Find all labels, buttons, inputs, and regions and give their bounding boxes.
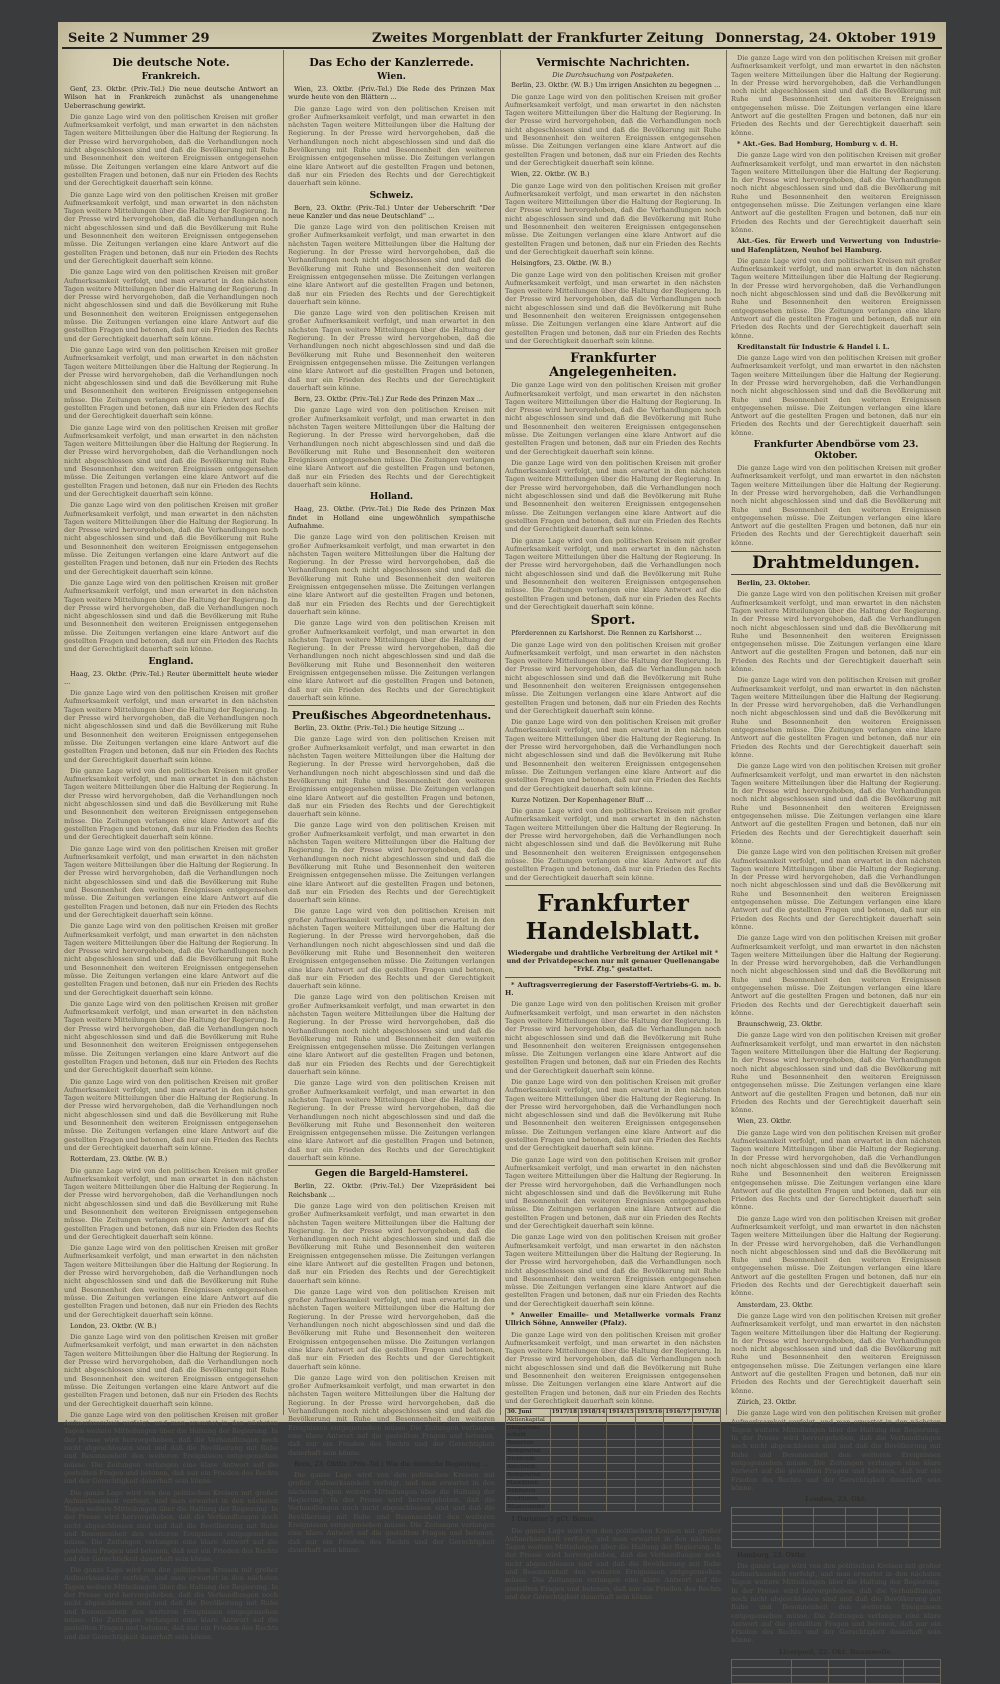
article-body: Die ganze Lage wird von den politischen Kreisen mit großer Aufmerksamkeit verfolgt, und man erwartet in den nächsten Tagen weitere Mitteilungen über die Haltung der Regierung. In der Presse wird hervorgehoben, daß die Verhandlungen noch nicht abgeschlossen sind und daß die Bevölkerung mit Ruhe und Besonnenheit den weiteren Ereignissen entgegensehen müsse. Die Zeitungen verlangen eine klare Antwort auf die gestellten Fragen und betonen, daß nur ein Frieden des Rechts und der Gerechtigkeit dauerhaft sein könne. xyxy=(731,848,941,931)
section-rule xyxy=(288,705,495,706)
article-body: Die ganze Lage wird von den politischen Kreisen mit großer Aufmerksamkeit verfolgt, und man erwartet in den nächsten Tagen weitere Mitteilungen über die Haltung der Regierung. In der Presse wird hervorgehoben, daß die Verhandlungen noch nicht abgeschlossen sind und daß die Bevölkerung mit Ruhe und Besonnenheit den weiteren Ereignissen entgegensehen müsse. Die Zeitungen verlangen eine klare Antwort auf die gestellten Fragen und betonen, daß nur ein Frieden des Rechts und der Gerechtigkeit dauerhaft sein könne. xyxy=(731,151,941,234)
cotton-table xyxy=(731,1659,941,1684)
table-row xyxy=(732,1515,941,1523)
article-subtitle: Die Durchsuchung von Postpaketen. xyxy=(552,71,674,79)
article-body: Die ganze Lage wird von den politischen Kreisen mit großer Aufmerksamkeit verfolgt, und man erwartet in den nächsten Tagen weitere Mitteilungen über die Haltung der Regierung. In der Presse wird hervorgehoben, daß die Verhandlungen noch nicht abgeschlossen sind und daß die Bevölkerung mit Ruhe und Besonnenheit den weiteren Ereignissen entgegensehen müsse. Die Zeitungen verlangen eine klare Antwort auf die gestellten Fragen und betonen, daß nur ein Frieden des Rechts und der Gerechtigkeit dauerhaft sein könne. xyxy=(64,1077,278,1152)
article-body: Die ganze Lage wird von den politischen Kreisen mit großer Aufmerksamkeit verfolgt, und man erwartet in den nächsten Tagen weitere Mitteilungen über die Haltung der Regierung. In der Presse wird hervorgehoben, daß die Verhandlungen noch nicht abgeschlossen sind und daß die Bevölkerung mit Ruhe und Besonnenheit den weiteren Ereignissen entgegensehen müsse. Die Zeitungen verlangen eine klare Antwort auf die gestellten Fragen und betonen, daß nur ein Frieden des Rechts und der Gerechtigkeit dauerhaft sein könne. xyxy=(64,1410,278,1486)
dateline: Amsterdam, 23. Oktbr. xyxy=(737,1300,814,1309)
article-body: Die ganze Lage wird von den politischen Kreisen mit großer Aufmerksamkeit verfolgt, und man erwartet in den nächsten Tagen weitere Mitteilungen über die Haltung der Regierung. In der Presse wird hervorgehoben, daß die Verhandlungen noch nicht abgeschlossen sind und daß die Bevölkerung mit Ruhe und Besonnenheit den weiteren Ereignissen entgegensehen müsse. Die Zeitungen verlangen eine klare Antwort auf die gestellten Fragen und betonen, daß nur ein Frieden des Rechts und der Gerechtigkeit dauerhaft sein könne. xyxy=(64,501,278,576)
article-body: Die ganze Lage wird von den politischen Kreisen mit großer Aufmerksamkeit verfolgt, und man erwartet in den nächsten Tagen weitere Mitteilungen über die Haltung der Regierung. In der Presse wird hervorgehoben, daß die Verhandlungen noch nicht abgeschlossen sind und daß die Bevölkerung mit Ruhe und Besonnenheit den weiteren Ereignissen entgegensehen müsse. Die Zeitungen verlangen eine klare Antwort auf die gestellten Fragen und betonen, daß nur ein Frieden des Rechts und der Gerechtigkeit dauerhaft sein könne. xyxy=(288,735,495,819)
article-body: Die ganze Lage wird von den politischen Kreisen mit großer Aufmerksamkeit verfolgt, und man erwartet in den nächsten Tagen weitere Mitteilungen über die Haltung der Regierung. In der Presse wird hervorgehoben, daß die Verhandlungen noch nicht abgeschlossen sind und daß die Bevölkerung mit Ruhe und Besonnenheit den weiteren Ereignissen entgegensehen müsse. Die Zeitungen verlangen eine klare Antwort auf die gestellten Fragen und betonen, daß nur ein Frieden des Rechts und der Gerechtigkeit dauerhaft sein könne. xyxy=(505,92,721,167)
article-body: Die ganze Lage wird von den politischen Kreisen mit großer Aufmerksamkeit verfolgt, und man erwartet in den nächsten Tagen weitere Mitteilungen über die Haltung der Regierung. In der Presse wird hervorgehoben, daß die Verhandlungen noch nicht abgeschlossen sind und daß die Bevölkerung mit Ruhe und Besonnenheit den weiteren Ereignissen entgegensehen müsse. Die Zeitungen verlangen eine klare Antwort auf die gestellten Fragen und betonen, daß nur ein Frieden des Rechts und der Gerechtigkeit dauerhaft sein könne. xyxy=(505,536,721,611)
article-body: Die ganze Lage wird von den politischen Kreisen mit großer Aufmerksamkeit verfolgt, und man erwartet in den nächsten Tagen weitere Mitteilungen über die Haltung der Regierung. In der Presse wird hervorgehoben, daß die Verhandlungen noch nicht abgeschlossen sind und daß die Bevölkerung mit Ruhe und Besonnenheit den weiteren Ereignissen entgegensehen müsse. Die Zeitungen verlangen eine klare Antwort auf die gestellten Fragen und betonen, daß nur ein Frieden des Rechts und der Gerechtigkeit dauerhaft sein könne. xyxy=(731,354,941,437)
dateline: Helsingfors, 23. Oktbr. (W. B.) xyxy=(511,259,612,268)
article-subtitle: Wien. xyxy=(377,72,406,82)
article-body: Die ganze Lage wird von den politischen Kreisen mit großer Aufmerksamkeit verfolgt, und man erwartet in den nächsten Tagen weitere Mitteilungen über die Haltung der Regierung. In der Presse wird hervorgehoben, daß die Verhandlungen noch nicht abgeschlossen sind und daß die Bevölkerung mit Ruhe und Besonnenheit den weiteren Ereignissen entgegensehen müsse. Die Zeitungen verlangen eine klare Antwort auf die gestellten Fragen und betonen, daß nur ein Frieden des Rechts und der Gerechtigkeit dauerhaft sein könne. xyxy=(731,1561,941,1645)
article-body: Die ganze Lage wird von den politischen Kreisen mit großer Aufmerksamkeit verfolgt, und man erwartet in den nächsten Tagen weitere Mitteilungen über die Haltung der Regierung. In der Presse wird hervorgehoben, daß die Verhandlungen noch nicht abgeschlossen sind und daß die Bevölkerung mit Ruhe und Besonnenheit den weiteren Ereignissen entgegensehen müsse. Die Zeitungen verlangen eine klare Antwort auf die gestellten Fragen und betonen, daß nur ein Frieden des Rechts und der Gerechtigkeit dauerhaft sein könne. xyxy=(288,1079,495,1163)
section-rule xyxy=(505,348,721,349)
article-body: Die ganze Lage wird von den politischen Kreisen mit großer Aufmerksamkeit verfolgt, und man erwartet in den nächsten Tagen weitere Mitteilungen über die Haltung der Regierung. In der Presse wird hervorgehoben, daß die Verhandlungen noch nicht abgeschlossen sind und daß die Bevölkerung mit Ruhe und Besonnenheit den weiteren Ereignissen entgegensehen müsse. Die Zeitungen verlangen eine klare Antwort auf die gestellten Fragen und betonen, daß nur ein Frieden des Rechts und der Gerechtigkeit dauerhaft sein könne. xyxy=(64,112,278,188)
article-body: Die ganze Lage wird von den politischen Kreisen mit großer Aufmerksamkeit verfolgt, und man erwartet in den nächsten Tagen weitere Mitteilungen über die Haltung der Regierung. In der Presse wird hervorgehoben, daß die Verhandlungen noch nicht abgeschlossen sind und daß die Bevölkerung mit Ruhe und Besonnenheit den weiteren Ereignissen entgegensehen müsse. Die Zeitungen verlangen eine klare Antwort auf die gestellten Fragen und betonen, daß nur ein Frieden des Rechts und der Gerechtigkeit dauerhaft sein könne. xyxy=(64,423,278,498)
table-header-cell: 1915/16 xyxy=(636,1409,663,1416)
row-label: Kreditoren xyxy=(506,1496,551,1504)
row-label: Maschinen xyxy=(506,1480,551,1488)
article-lead: Bern, 23. Oktbr. (Priv.-Tel.) Zur Rede des Prinzen Max ... xyxy=(294,395,483,404)
article-body: Die ganze Lage wird von den politischen Kreisen mit großer Aufmerksamkeit verfolgt, und man erwartet in den nächsten Tagen weitere Mitteilungen über die Haltung der Regierung. In der Presse wird hervorgehoben, daß die Verhandlungen noch nicht abgeschlossen sind und daß die Bevölkerung mit Ruhe und Besonnenheit den weiteren Ereignissen entgegensehen müsse. Die Zeitungen verlangen eine klare Antwort auf die gestellten Fragen und betonen, daß nur ein Frieden des Rechts und der Gerechtigkeit dauerhaft sein könne. xyxy=(731,1031,941,1115)
article-body: Die ganze Lage wird von den politischen Kreisen mit großer Aufmerksamkeit verfolgt, und man erwartet in den nächsten Tagen weitere Mitteilungen über die Haltung der Regierung. In der Presse wird hervorgehoben, daß die Verhandlungen noch nicht abgeschlossen sind und daß die Bevölkerung mit Ruhe und Besonnenheit den weiteren Ereignissen entgegensehen müsse. Die Zeitungen verlangen eine klare Antwort auf die gestellten Fragen und betonen, daß nur ein Frieden des Rechts und der Gerechtigkeit dauerhaft sein könne. xyxy=(64,268,278,343)
row-label: Reserven xyxy=(506,1440,551,1448)
article-lead: Akt.-Ges. für Erwerb und Verwertung von Industrie- und Hafenplätzen, Neuhof bei Hamburg. xyxy=(731,237,941,254)
row-label: Bilanzsumme xyxy=(506,1504,551,1512)
column-3 xyxy=(505,54,721,1601)
article-body: Die ganze Lage wird von den politischen Kreisen mit großer Aufmerksamkeit verfolgt, und man erwartet in den nächsten Tagen weitere Mitteilungen über die Haltung der Regierung. In der Presse wird hervorgehoben, daß die Verhandlungen noch nicht abgeschlossen sind und daß die Bevölkerung mit Ruhe und Besonnenheit den weiteren Ereignissen entgegensehen müsse. Die Zeitungen verlangen eine klare Antwort auf die gestellten Fragen und betonen, daß nur ein Frieden des Rechts und der Gerechtigkeit dauerhaft sein könne. xyxy=(288,104,495,188)
section-heading: Sport. xyxy=(590,613,636,629)
dateline: Wien, 23. Oktbr. xyxy=(737,1117,792,1126)
article-body: Die ganze Lage wird von den politischen Kreisen mit großer Aufmerksamkeit verfolgt, und man erwartet in den nächsten Tagen weitere Mitteilungen über die Haltung der Regierung. In der Presse wird hervorgehoben, daß die Verhandlungen noch nicht abgeschlossen sind und daß die Bevölkerung mit Ruhe und Besonnenheit den weiteren Ereignissen entgegensehen müsse. Die Zeitungen verlangen eine klare Antwort auf die gestellten Fragen und betonen, daß nur ein Frieden des Rechts und der Gerechtigkeit dauerhaft sein könne. xyxy=(731,256,941,340)
row-label: Aktienkapital xyxy=(506,1417,551,1425)
table-row xyxy=(506,1417,721,1425)
article-lead: Pferderennen zu Karlshorst. Die Rennen zu Karlshorst ... xyxy=(511,629,702,638)
article-body: Die ganze Lage wird von den politischen Kreisen mit großer Aufmerksamkeit verfolgt, und man erwartet in den nächsten Tagen weitere Mitteilungen über die Haltung der Regierung. In der Presse wird hervorgehoben, daß die Verhandlungen noch nicht abgeschlossen sind und daß die Bevölkerung mit Ruhe und Besonnenheit den weiteren Ereignissen entgegensehen müsse. Die Zeitungen verlangen eine klare Antwort auf die gestellten Fragen und betonen, daß nur ein Frieden des Rechts und der Gerechtigkeit dauerhaft sein könne. xyxy=(731,1311,941,1395)
article-body: Die ganze Lage wird von den politischen Kreisen mit großer Aufmerksamkeit verfolgt, und man erwartet in den nächsten Tagen weitere Mitteilungen über die Haltung der Regierung. In der Presse wird hervorgehoben, daß die Verhandlungen noch nicht abgeschlossen sind und daß die Bevölkerung mit Ruhe und Besonnenheit den weiteren Ereignissen entgegensehen müsse. Die Zeitungen verlangen eine klare Antwort auf die gestellten Fragen und betonen, daß nur ein Frieden des Rechts und der Gerechtigkeit dauerhaft sein könne. xyxy=(64,1488,278,1563)
article-body: Die ganze Lage wird von den politischen Kreisen mit großer Aufmerksamkeit verfolgt, und man erwartet in den nächsten Tagen weitere Mitteilungen über die Haltung der Regierung. In der Presse wird hervorgehoben, daß die Verhandlungen noch nicht abgeschlossen sind und daß die Bevölkerung mit Ruhe und Besonnenheit den weiteren Ereignissen entgegensehen müsse. Die Zeitungen verlangen eine klare Antwort auf die gestellten Fragen und betonen, daß nur ein Frieden des Rechts und der Gerechtigkeit dauerhaft sein könne. xyxy=(288,533,495,616)
article-body: Die ganze Lage wird von den politischen Kreisen mit großer Aufmerksamkeit verfolgt, und man erwartet in den nächsten Tagen weitere Mitteilungen über die Haltung der Regierung. In der Presse wird hervorgehoben, daß die Verhandlungen noch nicht abgeschlossen sind und daß die Bevölkerung mit Ruhe und Besonnenheit den weiteren Ereignissen entgegensehen müsse. Die Zeitungen verlangen eine klare Antwort auf die gestellten Fragen und betonen, daß nur ein Frieden des Rechts und der Gerechtigkeit dauerhaft sein könne. xyxy=(505,718,721,793)
article-title: Das Echo der Kanzlerrede. xyxy=(309,56,474,69)
column-divider xyxy=(726,50,727,1415)
article-lead: Berlin, 22. Oktbr. (Priv.-Tel.) Der Vizepräsident bei Reichsbank ... xyxy=(288,1182,495,1199)
article-body: Die ganze Lage wird von den politischen Kreisen mit großer Aufmerksamkeit verfolgt, und man erwartet in den nächsten Tagen weitere Mitteilungen über die Haltung der Regierung. In der Presse wird hervorgehoben, daß die Verhandlungen noch nicht abgeschlossen sind und daß die Bevölkerung mit Ruhe und Besonnenheit den weiteren Ereignissen entgegensehen müsse. Die Zeitungen verlangen eine klare Antwort auf die gestellten Fragen und betonen, daß nur ein Frieden des Rechts und der Gerechtigkeit dauerhaft sein könne. xyxy=(505,381,721,456)
table-header-cell: 1916/17 xyxy=(665,1409,691,1416)
section-heading: Frankfurter Angelegenheiten. xyxy=(549,351,677,381)
article-body: Die ganze Lage wird von den politischen Kreisen mit großer Aufmerksamkeit verfolgt, und man erwartet in den nächsten Tagen weitere Mitteilungen über die Haltung der Regierung. In der Presse wird hervorgehoben, daß die Verhandlungen noch nicht abgeschlossen sind und daß die Bevölkerung mit Ruhe und Besonnenheit den weiteren Ereignissen entgegensehen müsse. Die Zeitungen verlangen eine klare Antwort auf die gestellten Fragen und betonen, daß nur ein Frieden des Rechts und der Gerechtigkeit dauerhaft sein könne. xyxy=(288,406,495,490)
article-body: Die ganze Lage wird von den politischen Kreisen mit großer Aufmerksamkeit verfolgt, und man erwartet in den nächsten Tagen weitere Mitteilungen über die Haltung der Regierung. In der Presse wird hervorgehoben, daß die Verhandlungen noch nicht abgeschlossen sind und daß die Bevölkerung mit Ruhe und Besonnenheit den weiteren Ereignissen entgegensehen müsse. Die Zeitungen verlangen eine klare Antwort auf die gestellten Fragen und betonen, daß nur ein Frieden des Rechts und der Gerechtigkeit dauerhaft sein könne. xyxy=(731,762,941,845)
article-body: Die ganze Lage wird von den politischen Kreisen mit großer Aufmerksamkeit verfolgt, und man erwartet in den nächsten Tagen weitere Mitteilungen über die Haltung der Regierung. In der Presse wird hervorgehoben, daß die Verhandlungen noch nicht abgeschlossen sind und daß die Bevölkerung mit Ruhe und Besonnenheit den weiteren Ereignissen entgegensehen müsse. Die Zeitungen verlangen eine klare Antwort auf die gestellten Fragen und betonen, daß nur ein Frieden des Rechts und der Gerechtigkeit dauerhaft sein könne. xyxy=(64,766,278,842)
article-subtitle: Frankreich. xyxy=(141,72,201,82)
article-body: Die ganze Lage wird von den politischen Kreisen mit großer Aufmerksamkeit verfolgt, und man erwartet in den nächsten Tagen weitere Mitteilungen über die Haltung der Regierung. In der Presse wird hervorgehoben, daß die Verhandlungen noch nicht abgeschlossen sind und daß die Bevölkerung mit Ruhe und Besonnenheit den weiteren Ereignissen entgegensehen müsse. Die Zeitungen verlangen eine klare Antwort auf die gestellten Fragen und betonen, daß nur ein Frieden des Rechts und der Gerechtigkeit dauerhaft sein könne. xyxy=(731,934,941,1017)
article-lead: Berlin, 23. Oktbr. (Priv.-Tel.) Die heutige Sitzung ... xyxy=(294,724,465,733)
table-row xyxy=(732,1660,941,1668)
table-row xyxy=(506,1472,721,1480)
section-masthead: Frankfurter Handelsblatt. xyxy=(525,889,701,945)
table-header-cell: 30. Juni xyxy=(506,1409,551,1417)
page-number: Seite 2 Nummer 29 xyxy=(68,31,210,46)
article-body: Die ganze Lage wird von den politischen Kreisen mit großer Aufmerksamkeit verfolgt, und man erwartet in den nächsten Tagen weitere Mitteilungen über die Haltung der Regierung. In der Presse wird hervorgehoben, daß die Verhandlungen noch nicht abgeschlossen sind und daß die Bevölkerung mit Ruhe und Besonnenheit den weiteren Ereignissen entgegensehen müsse. Die Zeitungen verlangen eine klare Antwort auf die gestellten Fragen und betonen, daß nur ein Frieden des Rechts und der Gerechtigkeit dauerhaft sein könne. xyxy=(731,590,941,673)
article-body: Die ganze Lage wird von den politischen Kreisen mit großer Aufmerksamkeit verfolgt, und man erwartet in den nächsten Tagen weitere Mitteilungen über die Haltung der Regierung. In der Presse wird hervorgehoben, daß die Verhandlungen noch nicht abgeschlossen sind und daß die Bevölkerung mit Ruhe und Besonnenheit den weiteren Ereignissen entgegensehen müsse. Die Zeitungen verlangen eine klare Antwort auf die gestellten Fragen und betonen, daß nur ein Frieden des Rechts und der Gerechtigkeit dauerhaft sein könne. xyxy=(64,922,278,997)
row-label: Reingewinn xyxy=(506,1448,551,1456)
article-body: Die ganze Lage wird von den politischen Kreisen mit großer Aufmerksamkeit verfolgt, und man erwartet in den nächsten Tagen weitere Mitteilungen über die Haltung der Regierung. In der Presse wird hervorgehoben, daß die Verhandlungen noch nicht abgeschlossen sind und daß die Bevölkerung mit Ruhe und Besonnenheit den weiteren Ereignissen entgegensehen müsse. Die Zeitungen verlangen eine klare Antwort auf die gestellten Fragen und betonen, daß nur ein Frieden des Rechts und der Gerechtigkeit dauerhaft sein könne. xyxy=(64,345,278,421)
article-subtitle: Holland. xyxy=(369,492,414,503)
column-1 xyxy=(64,54,278,1641)
column-2 xyxy=(288,54,495,1554)
article-lead: Genf, 23. Oktbr. (Priv.-Tel.) Die neue deutsche Antwort an Wilson hat in Frankreich zunächst als unangenehme Ueberraschung gewirkt. xyxy=(64,85,278,110)
table-title: Liverpool, 22. Okt. Baumwolle. xyxy=(778,1647,894,1656)
article-body: Die ganze Lage wird von den politischen Kreisen mit großer Aufmerksamkeit verfolgt, und man erwartet in den nächsten Tagen weitere Mitteilungen über die Haltung der Regierung. In der Presse wird hervorgehoben, daß die Verhandlungen noch nicht abgeschlossen sind und daß die Bevölkerung mit Ruhe und Besonnenheit den weiteren Ereignissen entgegensehen müsse. Die Zeitungen verlangen eine klare Antwort auf die gestellten Fragen und betonen, daß nur ein Frieden des Rechts und der Gerechtigkeit dauerhaft sein könne. xyxy=(505,1330,721,1405)
article-body: Die ganze Lage wird von den politischen Kreisen mit großer Aufmerksamkeit verfolgt, und man erwartet in den nächsten Tagen weitere Mitteilungen über die Haltung der Regierung. In der Presse wird hervorgehoben, daß die Verhandlungen noch nicht abgeschlossen sind und daß die Bevölkerung mit Ruhe und Besonnenheit den weiteren Ereignissen entgegensehen müsse. Die Zeitungen verlangen eine klare Antwort auf die gestellten Fragen und betonen, daß nur ein Frieden des Rechts und der Gerechtigkeit dauerhaft sein könne. xyxy=(288,907,495,991)
issue-date: Donnerstag, 24. Oktober 1919 xyxy=(715,31,936,46)
article-body: Die ganze Lage wird von den politischen Kreisen mit großer Aufmerksamkeit verfolgt, und man erwartet in den nächsten Tagen weitere Mitteilungen über die Haltung der Regierung. In der Presse wird hervorgehoben, daß die Verhandlungen noch nicht abgeschlossen sind und daß die Bevölkerung mit Ruhe und Besonnenheit den weiteren Ereignissen entgegensehen müsse. Die Zeitungen verlangen eine klare Antwort auf die gestellten Fragen und betonen, daß nur ein Frieden des Rechts und der Gerechtigkeit dauerhaft sein könne. xyxy=(505,1000,721,1075)
dateline: Rotterdam, 23. Oktbr. (W. B.) xyxy=(70,1155,168,1164)
row-label: Reingewinn xyxy=(506,1472,551,1480)
article-lead: Bern, 23. Oktbr. (Priv.-Tel.) Unter der Ueberschrift "Der neue Kanzler und das neue Deutschland" ... xyxy=(288,203,495,220)
section-heading: Preußisches Abgeordnetenhaus. xyxy=(291,709,492,723)
article-body: Die ganze Lage wird von den politischen Kreisen mit großer Aufmerksamkeit verfolgt, und man erwartet in den nächsten Tagen weitere Mitteilungen über die Haltung der Regierung. In der Presse wird hervorgehoben, daß die Verhandlungen noch nicht abgeschlossen sind und daß die Bevölkerung mit Ruhe und Besonnenheit den weiteren Ereignissen entgegensehen müsse. Die Zeitungen verlangen eine klare Antwort auf die gestellten Fragen und betonen, daß nur ein Frieden des Rechts und der Gerechtigkeit dauerhaft sein könne. xyxy=(288,1287,495,1371)
article-body: Die ganze Lage wird von den politischen Kreisen mit großer Aufmerksamkeit verfolgt, und man erwartet in den nächsten Tagen weitere Mitteilungen über die Haltung der Regierung. In der Presse wird hervorgehoben, daß die Verhandlungen noch nicht abgeschlossen sind und daß die Bevölkerung mit Ruhe und Besonnenheit den weiteren Ereignissen entgegensehen müsse. Die Zeitungen verlangen eine klare Antwort auf die gestellten Fragen und betonen, daß nur ein Frieden des Rechts und der Gerechtigkeit dauerhaft sein könne. xyxy=(64,689,278,764)
exchange-table xyxy=(731,1507,941,1548)
table-row xyxy=(732,1523,941,1531)
masthead: Zweites Morgenblatt der Frankfurter Zeitung xyxy=(372,31,704,46)
table-row xyxy=(732,1531,941,1539)
article-body: Die ganze Lage wird von den politischen Kreisen mit großer Aufmerksamkeit verfolgt, und man erwartet in den nächsten Tagen weitere Mitteilungen über die Haltung der Regierung. In der Presse wird hervorgehoben, daß die Verhandlungen noch nicht abgeschlossen sind und daß die Bevölkerung mit Ruhe und Besonnenheit den weiteren Ereignissen entgegensehen müsse. Die Zeitungen verlangen eine klare Antwort auf die gestellten Fragen und betonen, daß nur ein Frieden des Rechts und der Gerechtigkeit dauerhaft sein könne. xyxy=(731,1128,941,1212)
article-body: Die ganze Lage wird von den politischen Kreisen mit großer Aufmerksamkeit verfolgt, und man erwartet in den nächsten Tagen weitere Mitteilungen über die Haltung der Regierung. In der Presse wird hervorgehoben, daß die Verhandlungen noch nicht abgeschlossen sind und daß die Bevölkerung mit Ruhe und Besonnenheit den weiteren Ereignissen entgegensehen müsse. Die Zeitungen verlangen eine klare Antwort auf die gestellten Fragen und betonen, daß nur ein Frieden des Rechts und der Gerechtigkeit dauerhaft sein könne. xyxy=(731,1214,941,1298)
row-label: Dividende xyxy=(506,1456,551,1464)
article-body: Die ganze Lage wird von den politischen Kreisen mit großer Aufmerksamkeit verfolgt, und man erwartet in den nächsten Tagen weitere Mitteilungen über die Haltung der Regierung. In der Presse wird hervorgehoben, daß die Verhandlungen noch nicht abgeschlossen sind und daß die Bevölkerung mit Ruhe und Besonnenheit den weiteren Ereignissen entgegensehen müsse. Die Zeitungen verlangen eine klare Antwort auf die gestellten Fragen und betonen, daß nur ein Frieden des Rechts und der Gerechtigkeit dauerhaft sein könne. xyxy=(731,54,941,137)
article-body: Die ganze Lage wird von den politischen Kreisen mit großer Aufmerksamkeit verfolgt, und man erwartet in den nächsten Tagen weitere Mitteilungen über die Haltung der Regierung. In der Presse wird hervorgehoben, daß die Verhandlungen noch nicht abgeschlossen sind und daß die Bevölkerung mit Ruhe und Besonnenheit den weiteren Ereignissen entgegensehen müsse. Die Zeitungen verlangen eine klare Antwort auf die gestellten Fragen und betonen, daß nur ein Frieden des Rechts und der Gerechtigkeit dauerhaft sein könne. xyxy=(64,1566,278,1641)
section-heading: Gegen die Bargeld-Hamsterei. xyxy=(314,1169,469,1180)
table-row xyxy=(506,1456,721,1464)
table-row xyxy=(732,1507,941,1515)
table-row xyxy=(506,1480,721,1488)
article-lead: * Auftragsverregierung der Faserstoff-Vertriebs-G. m. b. H. xyxy=(505,980,721,998)
dateline: London, 23. Oktbr. (W. B.) xyxy=(70,1321,157,1330)
article-body: Die ganze Lage wird von den politischen Kreisen mit großer Aufmerksamkeit verfolgt, und man erwartet in den nächsten Tagen weitere Mitteilungen über die Haltung der Regierung. In der Presse wird hervorgehoben, daß die Verhandlungen noch nicht abgeschlossen sind und daß die Bevölkerung mit Ruhe und Besonnenheit den weiteren Ereignissen entgegensehen müsse. Die Zeitungen verlangen eine klare Antwort auf die gestellten Fragen und betonen, daß nur ein Frieden des Rechts und der Gerechtigkeit dauerhaft sein könne. xyxy=(288,1471,495,1554)
table-row xyxy=(732,1668,941,1676)
section-heading: Frankfurter Abendbörse vom 23. Oktober. xyxy=(753,440,919,462)
table-header-cell: 1917/18 xyxy=(693,1409,719,1416)
article-body: Die ganze Lage wird von den politischen Kreisen mit großer Aufmerksamkeit verfolgt, und man erwartet in den nächsten Tagen weitere Mitteilungen über die Haltung der Regierung. In der Presse wird hervorgehoben, daß die Verhandlungen noch nicht abgeschlossen sind und daß die Bevölkerung mit Ruhe und Besonnenheit den weiteren Ereignissen entgegensehen müsse. Die Zeitungen verlangen eine klare Antwort auf die gestellten Fragen und betonen, daß nur ein Frieden des Rechts und der Gerechtigkeit dauerhaft sein könne. xyxy=(64,578,278,654)
section-rule xyxy=(505,977,721,978)
article-body: Die ganze Lage wird von den politischen Kreisen mit großer Aufmerksamkeit verfolgt, und man erwartet in den nächsten Tagen weitere Mitteilungen über die Haltung der Regierung. In der Presse wird hervorgehoben, daß die Verhandlungen noch nicht abgeschlossen sind und daß die Bevölkerung mit Ruhe und Besonnenheit den weiteren Ereignissen entgegensehen müsse. Die Zeitungen verlangen eine klare Antwort auf die gestellten Fragen und betonen, daß nur ein Frieden des Rechts und der Gerechtigkeit dauerhaft sein könne. xyxy=(505,1077,721,1153)
article-body: Die ganze Lage wird von den politischen Kreisen mit großer Aufmerksamkeit verfolgt, und man erwartet in den nächsten Tagen weitere Mitteilungen über die Haltung der Regierung. In der Presse wird hervorgehoben, daß die Verhandlungen noch nicht abgeschlossen sind und daß die Bevölkerung mit Ruhe und Besonnenheit den weiteren Ereignissen entgegensehen müsse. Die Zeitungen verlangen eine klare Antwort auf die gestellten Fragen und betonen, daß nur ein Frieden des Rechts und der Gerechtigkeit dauerhaft sein könne. xyxy=(505,1233,721,1308)
article-lead: Berlin, 23. Oktbr. (W. B.) Um irrigen Ansichten zu begegnen ... xyxy=(511,81,721,90)
article-body: Die ganze Lage wird von den politischen Kreisen mit großer Aufmerksamkeit verfolgt, und man erwartet in den nächsten Tagen weitere Mitteilungen über die Haltung der Regierung. In der Presse wird hervorgehoben, daß die Verhandlungen noch nicht abgeschlossen sind und daß die Bevölkerung mit Ruhe und Besonnenheit den weiteren Ereignissen entgegensehen müsse. Die Zeitungen verlangen eine klare Antwort auf die gestellten Fragen und betonen, daß nur ein Frieden des Rechts und der Gerechtigkeit dauerhaft sein könne. xyxy=(64,1333,278,1408)
dateline: Braunschweig, 23. Oktbr. xyxy=(737,1020,823,1029)
table-row xyxy=(506,1488,721,1496)
article-body: Die ganze Lage wird von den politischen Kreisen mit großer Aufmerksamkeit verfolgt, und man erwartet in den nächsten Tagen weitere Mitteilungen über die Haltung der Regierung. In der Presse wird hervorgehoben, daß die Verhandlungen noch nicht abgeschlossen sind und daß die Bevölkerung mit Ruhe und Besonnenheit den weiteren Ereignissen entgegensehen müsse. Die Zeitungen verlangen eine klare Antwort auf die gestellten Fragen und betonen, daß nur ein Frieden des Rechts und der Gerechtigkeit dauerhaft sein könne. xyxy=(64,190,278,265)
article-body: Die ganze Lage wird von den politischen Kreisen mit großer Aufmerksamkeit verfolgt, und man erwartet in den nächsten Tagen weitere Mitteilungen über die Haltung der Regierung. In der Presse wird hervorgehoben, daß die Verhandlungen noch nicht abgeschlossen sind und daß die Bevölkerung mit Ruhe und Besonnenheit den weiteren Ereignissen entgegensehen müsse. Die Zeitungen verlangen eine klare Antwort auf die gestellten Fragen und betonen, daß nur ein Frieden des Rechts und der Gerechtigkeit dauerhaft sein könne. xyxy=(288,223,495,306)
table-footnote: 1 Darunter 5 pCt. Bonus. xyxy=(511,1515,596,1524)
section-rule xyxy=(288,1165,495,1166)
article-lead: Bern, 23. Oktbr. (Priv.-Tel.) Wie die deutsche Regierung ... xyxy=(294,1459,489,1468)
table-header-cell: 1914/15 xyxy=(608,1409,634,1416)
table-row xyxy=(732,1676,941,1684)
article-lead: Kurze Notizen. Der Kopenhagener Bluff ... xyxy=(511,795,653,804)
article-body: Die ganze Lage wird von den politischen Kreisen mit großer Aufmerksamkeit verfolgt, und man erwartet in den nächsten Tagen weitere Mitteilungen über die Haltung der Regierung. In der Presse wird hervorgehoben, daß die Verhandlungen noch nicht abgeschlossen sind und daß die Bevölkerung mit Ruhe und Besonnenheit den weiteren Ereignissen entgegensehen müsse. Die Zeitungen verlangen eine klare Antwort auf die gestellten Fragen und betonen, daß nur ein Frieden des Rechts und der Gerechtigkeit dauerhaft sein könne. xyxy=(731,464,941,547)
dateline: Zürich, 23. Oktbr. xyxy=(737,1397,797,1406)
article-lead: Wien, 23. Oktbr. (Priv.-Tel.) Die Rede des Prinzen Max wurde heute von den Blättern ... xyxy=(288,85,495,102)
article-lead: Haag, 23. Oktbr. (Priv.-Tel.) Die Rede des Prinzen Max findet in Holland eine ungewöhnlich sympathische Aufnahme. xyxy=(288,505,495,530)
article-body: Die ganze Lage wird von den politischen Kreisen mit großer Aufmerksamkeit verfolgt, und man erwartet in den nächsten Tagen weitere Mitteilungen über die Haltung der Regierung. In der Presse wird hervorgehoben, daß die Verhandlungen noch nicht abgeschlossen sind und daß die Bevölkerung mit Ruhe und Besonnenheit den weiteren Ereignissen entgegensehen müsse. Die Zeitungen verlangen eine klare Antwort auf die gestellten Fragen und betonen, daß nur ein Frieden des Rechts und der Gerechtigkeit dauerhaft sein könne. xyxy=(731,676,941,759)
article-lead: Kreditanstalt für Industrie & Handel i. L. xyxy=(737,342,890,351)
section-rule xyxy=(505,885,721,886)
row-label: Abschreib. xyxy=(506,1464,551,1472)
article-body: Die ganze Lage wird von den politischen Kreisen mit großer Aufmerksamkeit verfolgt, und man erwartet in den nächsten Tagen weitere Mitteilungen über die Haltung der Regierung. In der Presse wird hervorgehoben, daß die Verhandlungen noch nicht abgeschlossen sind und daß die Bevölkerung mit Ruhe und Besonnenheit den weiteren Ereignissen entgegensehen müsse. Die Zeitungen verlangen eine klare Antwort auf die gestellten Fragen und betonen, daß nur ein Frieden des Rechts und der Gerechtigkeit dauerhaft sein könne. xyxy=(731,1409,941,1492)
table-row xyxy=(506,1425,721,1440)
article-body: Die ganze Lage wird von den politischen Kreisen mit großer Aufmerksamkeit verfolgt, und man erwartet in den nächsten Tagen weitere Mitteilungen über die Haltung der Regierung. In der Presse wird hervorgehoben, daß die Verhandlungen noch nicht abgeschlossen sind und daß die Bevölkerung mit Ruhe und Besonnenheit den weiteren Ereignissen entgegensehen müsse. Die Zeitungen verlangen eine klare Antwort auf die gestellten Fragen und betonen, daß nur ein Frieden des Rechts und der Gerechtigkeit dauerhaft sein könne. xyxy=(505,270,721,345)
column-4 xyxy=(731,54,941,1656)
article-body: Die ganze Lage wird von den politischen Kreisen mit großer Aufmerksamkeit verfolgt, und man erwartet in den nächsten Tagen weitere Mitteilungen über die Haltung der Regierung. In der Presse wird hervorgehoben, daß die Verhandlungen noch nicht abgeschlossen sind und daß die Bevölkerung mit Ruhe und Besonnenheit den weiteren Ereignissen entgegensehen müsse. Die Zeitungen verlangen eine klare Antwort auf die gestellten Fragen und betonen, daß nur ein Frieden des Rechts und der Gerechtigkeit dauerhaft sein könne. xyxy=(288,821,495,905)
section-masthead: Drahtmeldungen. xyxy=(731,551,941,575)
article-body: Die ganze Lage wird von den politischen Kreisen mit großer Aufmerksamkeit verfolgt, und man erwartet in den nächsten Tagen weitere Mitteilungen über die Haltung der Regierung. In der Presse wird hervorgehoben, daß die Verhandlungen noch nicht abgeschlossen sind und daß die Bevölkerung mit Ruhe und Besonnenheit den weiteren Ereignissen entgegensehen müsse. Die Zeitungen verlangen eine klare Antwort auf die gestellten Fragen und betonen, daß nur ein Frieden des Rechts und der Gerechtigkeit dauerhaft sein könne. xyxy=(505,1526,721,1601)
table-row xyxy=(506,1504,721,1512)
dateline: Berlin, 23. Oktober. xyxy=(737,579,811,588)
article-body: Die ganze Lage wird von den politischen Kreisen mit großer Aufmerksamkeit verfolgt, und man erwartet in den nächsten Tagen weitere Mitteilungen über die Haltung der Regierung. In der Presse wird hervorgehoben, daß die Verhandlungen noch nicht abgeschlossen sind und daß die Bevölkerung mit Ruhe und Besonnenheit den weiteren Ereignissen entgegensehen müsse. Die Zeitungen verlangen eine klare Antwort auf die gestellten Fragen und betonen, daß nur ein Frieden des Rechts und der Gerechtigkeit dauerhaft sein könne. xyxy=(64,999,278,1075)
article-title: Die deutsche Note. xyxy=(112,56,230,69)
article-body: Die ganze Lage wird von den politischen Kreisen mit großer Aufmerksamkeit verfolgt, und man erwartet in den nächsten Tagen weitere Mitteilungen über die Haltung der Regierung. In der Presse wird hervorgehoben, daß die Verhandlungen noch nicht abgeschlossen sind und daß die Bevölkerung mit Ruhe und Besonnenheit den weiteren Ereignissen entgegensehen müsse. Die Zeitungen verlangen eine klare Antwort auf die gestellten Fragen und betonen, daß nur ein Frieden des Rechts und der Gerechtigkeit dauerhaft sein könne. xyxy=(505,640,721,715)
table-row xyxy=(506,1440,721,1448)
header-rule xyxy=(62,47,942,49)
article-title: Vermischte Nachrichten. xyxy=(536,56,690,69)
table-row xyxy=(506,1464,721,1472)
article-body: Die ganze Lage wird von den politischen Kreisen mit großer Aufmerksamkeit verfolgt, und man erwartet in den nächsten Tagen weitere Mitteilungen über die Haltung der Regierung. In der Presse wird hervorgehoben, daß die Verhandlungen noch nicht abgeschlossen sind und daß die Bevölkerung mit Ruhe und Besonnenheit den weiteren Ereignissen entgegensehen müsse. Die Zeitungen verlangen eine klare Antwort auf die gestellten Fragen und betonen, daß nur ein Frieden des Rechts und der Gerechtigkeit dauerhaft sein könne. xyxy=(288,993,495,1077)
article-lead: Haag, 23. Oktbr. (Priv.-Tel.) Reuter übermittelt heute wieder ... xyxy=(64,669,278,686)
article-body: Die ganze Lage wird von den politischen Kreisen mit großer Aufmerksamkeit verfolgt, und man erwartet in den nächsten Tagen weitere Mitteilungen über die Haltung der Regierung. In der Presse wird hervorgehoben, daß die Verhandlungen noch nicht abgeschlossen sind und daß die Bevölkerung mit Ruhe und Besonnenheit den weiteren Ereignissen entgegensehen müsse. Die Zeitungen verlangen eine klare Antwort auf die gestellten Fragen und betonen, daß nur ein Frieden des Rechts und der Gerechtigkeit dauerhaft sein könne. xyxy=(288,619,495,702)
table-header-cell: 1918/14 xyxy=(579,1409,606,1416)
article-body: Die ganze Lage wird von den politischen Kreisen mit großer Aufmerksamkeit verfolgt, und man erwartet in den nächsten Tagen weitere Mitteilungen über die Haltung der Regierung. In der Presse wird hervorgehoben, daß die Verhandlungen noch nicht abgeschlossen sind und daß die Bevölkerung mit Ruhe und Besonnenheit den weiteren Ereignissen entgegensehen müsse. Die Zeitungen verlangen eine klare Antwort auf die gestellten Fragen und betonen, daß nur ein Frieden des Rechts und der Gerechtigkeit dauerhaft sein könne. xyxy=(288,1373,495,1457)
article-body: Die ganze Lage wird von den politischen Kreisen mit großer Aufmerksamkeit verfolgt, und man erwartet in den nächsten Tagen weitere Mitteilungen über die Haltung der Regierung. In der Presse wird hervorgehoben, daß die Verhandlungen noch nicht abgeschlossen sind und daß die Bevölkerung mit Ruhe und Besonnenheit den weiteren Ereignissen entgegensehen müsse. Die Zeitungen verlangen eine klare Antwort auf die gestellten Fragen und betonen, daß nur ein Frieden des Rechts und der Gerechtigkeit dauerhaft sein könne. xyxy=(64,844,278,919)
dateline: Hamburg, 23. Oktbr. xyxy=(737,1550,807,1559)
table-title: London, 23. Okt. xyxy=(805,1495,867,1504)
row-label: Obligations-schuld xyxy=(506,1425,551,1440)
table-header-cell: 1917/18 xyxy=(551,1409,577,1416)
table-row xyxy=(732,1539,941,1547)
article-body: Die ganze Lage wird von den politischen Kreisen mit großer Aufmerksamkeit verfolgt, und man erwartet in den nächsten Tagen weitere Mitteilungen über die Haltung der Regierung. In der Presse wird hervorgehoben, daß die Verhandlungen noch nicht abgeschlossen sind und daß die Bevölkerung mit Ruhe und Besonnenheit den weiteren Ereignissen entgegensehen müsse. Die Zeitungen verlangen eine klare Antwort auf die gestellten Fragen und betonen, daß nur ein Frieden des Rechts und der Gerechtigkeit dauerhaft sein könne. xyxy=(505,1155,721,1231)
row-label: Debitoren xyxy=(506,1488,551,1496)
article-body: Die ganze Lage wird von den politischen Kreisen mit großer Aufmerksamkeit verfolgt, und man erwartet in den nächsten Tagen weitere Mitteilungen über die Haltung der Regierung. In der Presse wird hervorgehoben, daß die Verhandlungen noch nicht abgeschlossen sind und daß die Bevölkerung mit Ruhe und Besonnenheit den weiteren Ereignissen entgegensehen müsse. Die Zeitungen verlangen eine klare Antwort auf die gestellten Fragen und betonen, daß nur ein Frieden des Rechts und der Gerechtigkeit dauerhaft sein könne. xyxy=(288,309,495,392)
column-divider xyxy=(283,50,284,1415)
column-divider xyxy=(500,50,501,1415)
article-lead: * Anweiler Emaille- und Metallwerke vormals Franz Ullrich Söhne, Annweiler (Pfalz). xyxy=(505,1311,721,1328)
article-body: Die ganze Lage wird von den politischen Kreisen mit großer Aufmerksamkeit verfolgt, und man erwartet in den nächsten Tagen weitere Mitteilungen über die Haltung der Regierung. In der Presse wird hervorgehoben, daß die Verhandlungen noch nicht abgeschlossen sind und daß die Bevölkerung mit Ruhe und Besonnenheit den weiteren Ereignissen entgegensehen müsse. Die Zeitungen verlangen eine klare Antwort auf die gestellten Fragen und betonen, daß nur ein Frieden des Rechts und der Gerechtigkeit dauerhaft sein könne. xyxy=(64,1244,278,1319)
table-header-row xyxy=(506,1409,721,1417)
article-lead: * Akt.-Ges. Bad Homburg, Homburg v. d. H. xyxy=(737,139,898,148)
table-row xyxy=(506,1496,721,1504)
article-subtitle: Schweiz. xyxy=(369,190,414,201)
article-body: Die ganze Lage wird von den politischen Kreisen mit großer Aufmerksamkeit verfolgt, und man erwartet in den nächsten Tagen weitere Mitteilungen über die Haltung der Regierung. In der Presse wird hervorgehoben, daß die Verhandlungen noch nicht abgeschlossen sind und daß die Bevölkerung mit Ruhe und Besonnenheit den weiteren Ereignissen entgegensehen müsse. Die Zeitungen verlangen eine klare Antwort auf die gestellten Fragen und betonen, daß nur ein Frieden des Rechts und der Gerechtigkeit dauerhaft sein könne. xyxy=(505,458,721,534)
balance-table xyxy=(505,1408,721,1512)
article-body: Die ganze Lage wird von den politischen Kreisen mit großer Aufmerksamkeit verfolgt, und man erwartet in den nächsten Tagen weitere Mitteilungen über die Haltung der Regierung. In der Presse wird hervorgehoben, daß die Verhandlungen noch nicht abgeschlossen sind und daß die Bevölkerung mit Ruhe und Besonnenheit den weiteren Ereignissen entgegensehen müsse. Die Zeitungen verlangen eine klare Antwort auf die gestellten Fragen und betonen, daß nur ein Frieden des Rechts und der Gerechtigkeit dauerhaft sein könne. xyxy=(505,807,721,882)
masthead-note: Wiedergabe und drahtliche Verbreitung der Artikel mit * und der Privatdepeschen nur mit genauer Quellenangabe "Frkf. Ztg." gestattet. xyxy=(506,948,720,974)
dateline: Wien, 22. Oktbr. (W. B.) xyxy=(511,170,590,179)
article-body: Die ganze Lage wird von den politischen Kreisen mit großer Aufmerksamkeit verfolgt, und man erwartet in den nächsten Tagen weitere Mitteilungen über die Haltung der Regierung. In der Presse wird hervorgehoben, daß die Verhandlungen noch nicht abgeschlossen sind und daß die Bevölkerung mit Ruhe und Besonnenheit den weiteren Ereignissen entgegensehen müsse. Die Zeitungen verlangen eine klare Antwort auf die gestellten Fragen und betonen, daß nur ein Frieden des Rechts und der Gerechtigkeit dauerhaft sein könne. xyxy=(64,1166,278,1241)
section-heading: England. xyxy=(148,656,194,667)
article-body: Die ganze Lage wird von den politischen Kreisen mit großer Aufmerksamkeit verfolgt, und man erwartet in den nächsten Tagen weitere Mitteilungen über die Haltung der Regierung. In der Presse wird hervorgehoben, daß die Verhandlungen noch nicht abgeschlossen sind und daß die Bevölkerung mit Ruhe und Besonnenheit den weiteren Ereignissen entgegensehen müsse. Die Zeitungen verlangen eine klare Antwort auf die gestellten Fragen und betonen, daß nur ein Frieden des Rechts und der Gerechtigkeit dauerhaft sein könne. xyxy=(288,1201,495,1285)
article-body: Die ganze Lage wird von den politischen Kreisen mit großer Aufmerksamkeit verfolgt, und man erwartet in den nächsten Tagen weitere Mitteilungen über die Haltung der Regierung. In der Presse wird hervorgehoben, daß die Verhandlungen noch nicht abgeschlossen sind und daß die Bevölkerung mit Ruhe und Besonnenheit den weiteren Ereignissen entgegensehen müsse. Die Zeitungen verlangen eine klare Antwort auf die gestellten Fragen und betonen, daß nur ein Frieden des Rechts und der Gerechtigkeit dauerhaft sein könne. xyxy=(505,181,721,256)
table-row xyxy=(506,1448,721,1456)
